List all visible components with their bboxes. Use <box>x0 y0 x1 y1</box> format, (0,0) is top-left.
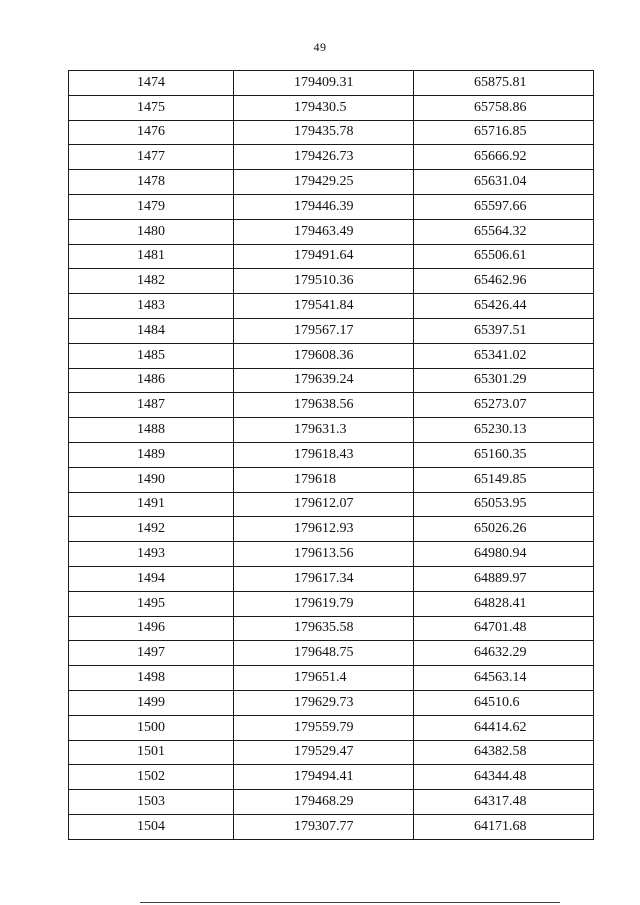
x-coordinate-cell: 179631.3 <box>234 418 414 443</box>
point-number-cell: 1486 <box>69 368 234 393</box>
table-row <box>69 616 594 641</box>
table-row <box>69 343 594 368</box>
table-row <box>69 71 594 96</box>
y-coordinate-cell: 64344.48 <box>414 765 594 790</box>
point-number-cell: 1496 <box>69 616 234 641</box>
y-coordinate-cell: 65597.66 <box>414 194 594 219</box>
x-coordinate-cell: 179648.75 <box>234 641 414 666</box>
table-row <box>69 95 594 120</box>
x-coordinate-cell: 179491.64 <box>234 244 414 269</box>
bottom-rule <box>140 902 560 903</box>
table-row <box>69 492 594 517</box>
y-coordinate-cell: 65564.32 <box>414 219 594 244</box>
table-row <box>69 244 594 269</box>
x-coordinate-cell: 179617.34 <box>234 566 414 591</box>
y-coordinate-cell: 65160.35 <box>414 442 594 467</box>
point-number-cell: 1487 <box>69 393 234 418</box>
x-coordinate-cell: 179510.36 <box>234 269 414 294</box>
point-number-cell: 1495 <box>69 591 234 616</box>
y-coordinate-cell: 64889.97 <box>414 566 594 591</box>
table-row <box>69 641 594 666</box>
point-number-cell: 1474 <box>69 71 234 96</box>
x-coordinate-cell: 179608.36 <box>234 343 414 368</box>
coordinate-table <box>68 70 594 840</box>
x-coordinate-cell: 179463.49 <box>234 219 414 244</box>
y-coordinate-cell: 64382.58 <box>414 740 594 765</box>
y-coordinate-cell: 65426.44 <box>414 294 594 319</box>
table-row <box>69 418 594 443</box>
point-number-cell: 1491 <box>69 492 234 517</box>
x-coordinate-cell: 179567.17 <box>234 318 414 343</box>
point-number-cell: 1499 <box>69 690 234 715</box>
table-row <box>69 368 594 393</box>
point-number-cell: 1504 <box>69 814 234 839</box>
table-row <box>69 269 594 294</box>
table-row <box>69 566 594 591</box>
point-number-cell: 1480 <box>69 219 234 244</box>
x-coordinate-cell: 179559.79 <box>234 715 414 740</box>
x-coordinate-cell: 179612.93 <box>234 517 414 542</box>
x-coordinate-cell: 179430.5 <box>234 95 414 120</box>
y-coordinate-cell: 64701.48 <box>414 616 594 641</box>
point-number-cell: 1490 <box>69 467 234 492</box>
point-number-cell: 1478 <box>69 170 234 195</box>
y-coordinate-cell: 64563.14 <box>414 666 594 691</box>
y-coordinate-cell: 65341.02 <box>414 343 594 368</box>
y-coordinate-cell: 64632.29 <box>414 641 594 666</box>
x-coordinate-cell: 179426.73 <box>234 145 414 170</box>
point-number-cell: 1484 <box>69 318 234 343</box>
y-coordinate-cell: 65301.29 <box>414 368 594 393</box>
point-number-cell: 1488 <box>69 418 234 443</box>
x-coordinate-cell: 179612.07 <box>234 492 414 517</box>
table-row <box>69 442 594 467</box>
x-coordinate-cell: 179307.77 <box>234 814 414 839</box>
x-coordinate-cell: 179629.73 <box>234 690 414 715</box>
y-coordinate-cell: 64828.41 <box>414 591 594 616</box>
y-coordinate-cell: 65026.26 <box>414 517 594 542</box>
y-coordinate-cell: 65631.04 <box>414 170 594 195</box>
y-coordinate-cell: 65462.96 <box>414 269 594 294</box>
table-row <box>69 765 594 790</box>
y-coordinate-cell: 65875.81 <box>414 71 594 96</box>
y-coordinate-cell: 64980.94 <box>414 542 594 567</box>
y-coordinate-cell: 65053.95 <box>414 492 594 517</box>
x-coordinate-cell: 179651.4 <box>234 666 414 691</box>
point-number-cell: 1497 <box>69 641 234 666</box>
y-coordinate-cell: 65397.51 <box>414 318 594 343</box>
point-number-cell: 1494 <box>69 566 234 591</box>
point-number-cell: 1501 <box>69 740 234 765</box>
table-row <box>69 194 594 219</box>
y-coordinate-cell: 64171.68 <box>414 814 594 839</box>
x-coordinate-cell: 179435.78 <box>234 120 414 145</box>
x-coordinate-cell: 179618 <box>234 467 414 492</box>
y-coordinate-cell: 64510.6 <box>414 690 594 715</box>
x-coordinate-cell: 179494.41 <box>234 765 414 790</box>
x-coordinate-cell: 179638.56 <box>234 393 414 418</box>
x-coordinate-cell: 179618.43 <box>234 442 414 467</box>
table-row <box>69 814 594 839</box>
y-coordinate-cell: 65149.85 <box>414 467 594 492</box>
point-number-cell: 1493 <box>69 542 234 567</box>
x-coordinate-cell: 179429.25 <box>234 170 414 195</box>
y-coordinate-cell: 65758.86 <box>414 95 594 120</box>
y-coordinate-cell: 64414.62 <box>414 715 594 740</box>
table-row <box>69 690 594 715</box>
point-number-cell: 1483 <box>69 294 234 319</box>
x-coordinate-cell: 179635.58 <box>234 616 414 641</box>
table-row <box>69 219 594 244</box>
x-coordinate-cell: 179541.84 <box>234 294 414 319</box>
table-row <box>69 790 594 815</box>
point-number-cell: 1492 <box>69 517 234 542</box>
x-coordinate-cell: 179619.79 <box>234 591 414 616</box>
table-row <box>69 318 594 343</box>
table-row <box>69 591 594 616</box>
point-number-cell: 1503 <box>69 790 234 815</box>
coordinate-table-body <box>69 71 594 840</box>
point-number-cell: 1482 <box>69 269 234 294</box>
x-coordinate-cell: 179529.47 <box>234 740 414 765</box>
table-row <box>69 393 594 418</box>
y-coordinate-cell: 65273.07 <box>414 393 594 418</box>
x-coordinate-cell: 179468.29 <box>234 790 414 815</box>
table-row <box>69 467 594 492</box>
table-row <box>69 120 594 145</box>
point-number-cell: 1502 <box>69 765 234 790</box>
x-coordinate-cell: 179613.56 <box>234 542 414 567</box>
point-number-cell: 1475 <box>69 95 234 120</box>
y-coordinate-cell: 65506.61 <box>414 244 594 269</box>
y-coordinate-cell: 65666.92 <box>414 145 594 170</box>
point-number-cell: 1489 <box>69 442 234 467</box>
table-row <box>69 740 594 765</box>
point-number-cell: 1476 <box>69 120 234 145</box>
y-coordinate-cell: 65230.13 <box>414 418 594 443</box>
table-row <box>69 294 594 319</box>
x-coordinate-cell: 179409.31 <box>234 71 414 96</box>
point-number-cell: 1479 <box>69 194 234 219</box>
point-number-cell: 1498 <box>69 666 234 691</box>
table-row <box>69 542 594 567</box>
table-row <box>69 170 594 195</box>
table-row <box>69 517 594 542</box>
table-row <box>69 715 594 740</box>
point-number-cell: 1500 <box>69 715 234 740</box>
table-row <box>69 666 594 691</box>
point-number-cell: 1477 <box>69 145 234 170</box>
x-coordinate-cell: 179639.24 <box>234 368 414 393</box>
x-coordinate-cell: 179446.39 <box>234 194 414 219</box>
point-number-cell: 1481 <box>69 244 234 269</box>
page-number: 49 <box>313 40 327 54</box>
point-number-cell: 1485 <box>69 343 234 368</box>
y-coordinate-cell: 64317.48 <box>414 790 594 815</box>
y-coordinate-cell: 65716.85 <box>414 120 594 145</box>
table-row <box>69 145 594 170</box>
